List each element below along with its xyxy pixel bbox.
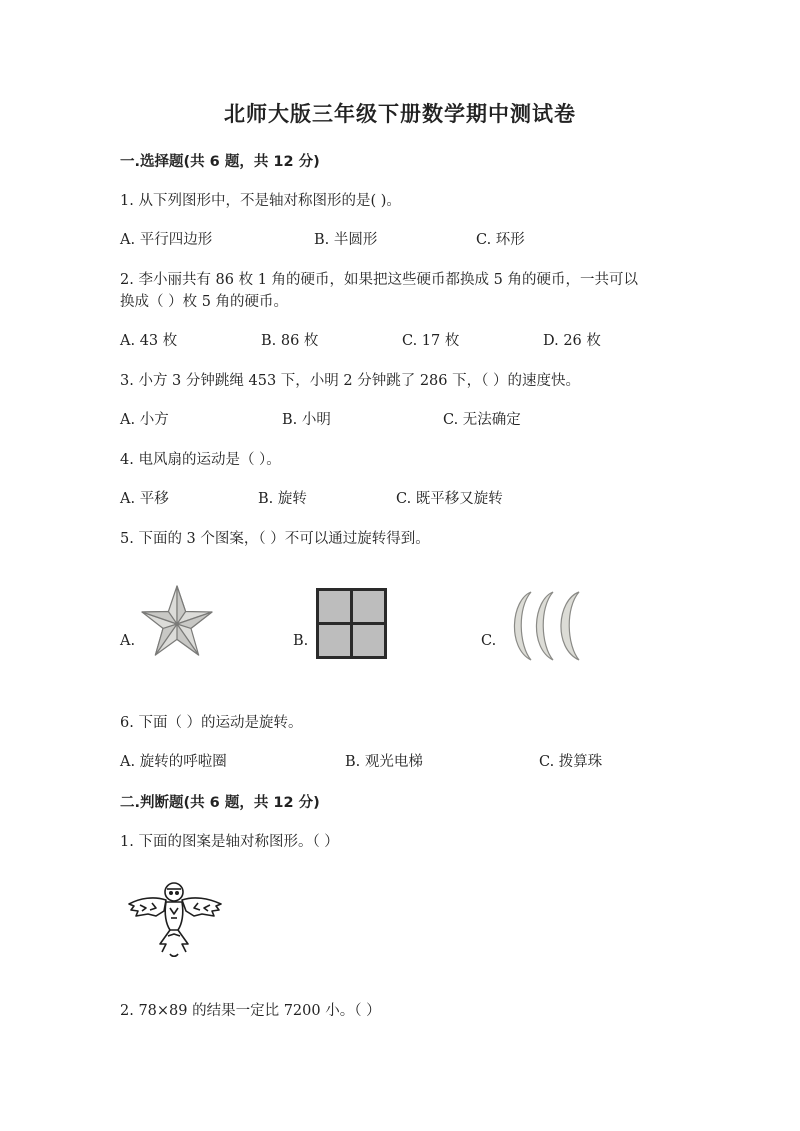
q2-option-d: D. 26 枚 bbox=[543, 333, 601, 349]
page-title: 北师大版三年级下册数学期中测试卷 bbox=[224, 101, 576, 126]
q2-option-b: B. 86 枚 bbox=[261, 333, 319, 349]
question-3: 3. 小方 3 分钟跳绳 453 下，小明 2 分钟跳了 286 下，（ ）的速度快。 bbox=[120, 373, 580, 389]
question-4: 4. 电风扇的运动是（ ）。 bbox=[120, 452, 281, 468]
q3-option-c: C. 无法确定 bbox=[443, 412, 521, 428]
section-heading-choice: 一.选择题(共 6 题，共 12 分) bbox=[120, 154, 320, 170]
q4-option-a: A. 平移 bbox=[120, 491, 169, 507]
three-crescents-icon bbox=[505, 590, 585, 662]
q1-option-a: A. 平行四边形 bbox=[120, 232, 213, 248]
question-6: 6. 下面（ ）的运动是旋转。 bbox=[120, 715, 303, 731]
question-2-line-1: 2. 李小丽共有 86 枚 1 角的硬币，如果把这些硬币都换成 5 角的硬币，一共可以 bbox=[120, 272, 638, 288]
q1-option-b: B. 半圆形 bbox=[314, 232, 378, 248]
q3-option-b: B. 小明 bbox=[282, 412, 331, 428]
q4-option-c: C. 既平移又旋转 bbox=[396, 491, 503, 507]
q5-option-b: B. bbox=[293, 633, 309, 649]
q6-option-b: B. 观光电梯 bbox=[345, 754, 423, 770]
question-5: 5. 下面的 3 个图案，（ ）不可以通过旋转得到。 bbox=[120, 531, 430, 547]
judgement-question-1: 1. 下面的图案是轴对称图形。（ ） bbox=[120, 834, 339, 850]
q6-option-a: A. 旋转的呼啦圈 bbox=[120, 754, 227, 770]
q6-option-c: C. 拨算珠 bbox=[539, 754, 603, 770]
q2-option-a: A. 43 枚 bbox=[120, 333, 178, 349]
q1-option-c: C. 环形 bbox=[476, 232, 525, 248]
q4-option-b: B. 旋转 bbox=[258, 491, 307, 507]
star-icon bbox=[140, 584, 214, 658]
question-2-line-2: 换成（ ）枚 5 角的硬币。 bbox=[120, 294, 289, 310]
kite-figure-icon bbox=[126, 878, 224, 958]
q5-option-c: C. bbox=[481, 633, 497, 649]
q2-option-c: C. 17 枚 bbox=[402, 333, 460, 349]
question-1: 1. 从下列图形中，不是轴对称图形的是( )。 bbox=[120, 193, 401, 209]
q5-option-a: A. bbox=[120, 633, 136, 649]
four-squares-icon bbox=[315, 587, 388, 660]
judgement-question-2: 2. 78×89 的结果一定比 7200 小。（ ） bbox=[120, 1003, 381, 1019]
section-heading-judgement: 二.判断题(共 6 题，共 12 分) bbox=[120, 795, 320, 811]
q3-option-a: A. 小方 bbox=[120, 412, 169, 428]
